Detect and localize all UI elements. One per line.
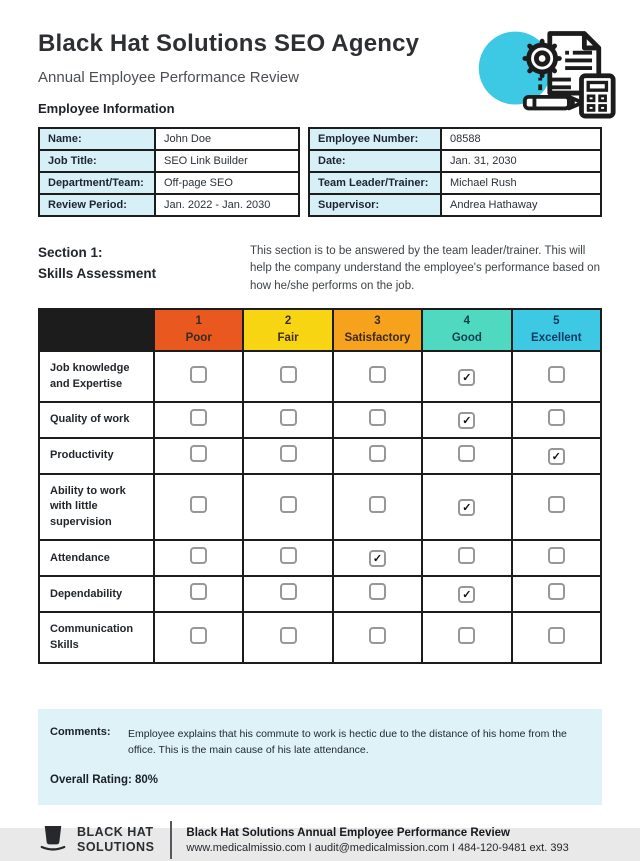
rating-cell xyxy=(422,351,511,402)
field-value: Andrea Hathaway xyxy=(441,194,601,216)
employee-info-table-left xyxy=(38,127,300,217)
rating-checkbox[interactable] xyxy=(190,366,207,383)
rating-cell xyxy=(333,474,422,540)
rating-cell xyxy=(512,474,601,540)
employee-info-row xyxy=(309,128,601,150)
rating-cell xyxy=(333,402,422,438)
field-value: Jan. 31, 2030 xyxy=(441,150,601,172)
rating-cell xyxy=(512,612,601,663)
section1-description: This section is to be answered by the team leader/trainer. This will help the company understand the employee's performance based on how he/she performs on the job. xyxy=(250,245,600,292)
section1 xyxy=(38,243,602,295)
rating-cell xyxy=(422,474,511,540)
rating-cell xyxy=(243,612,332,663)
rating-checkbox[interactable] xyxy=(280,409,297,426)
rating-cell xyxy=(333,612,422,663)
rating-cell xyxy=(512,576,601,612)
employee-info-row xyxy=(39,194,299,216)
field-value: Off-page SEO xyxy=(155,172,299,194)
rating-checkbox[interactable] xyxy=(190,496,207,513)
rating-checkbox[interactable] xyxy=(458,547,475,564)
field-label: Supervisor: xyxy=(309,194,441,216)
rating-cell xyxy=(154,438,243,474)
field-value: 08588 xyxy=(441,128,601,150)
rating-checkbox[interactable] xyxy=(280,496,297,513)
footer-divider xyxy=(170,821,172,859)
employee-info-heading: Employee Information xyxy=(38,101,175,116)
skill-row xyxy=(39,438,601,474)
logo-line2: SOLUTIONS xyxy=(77,840,155,855)
skills-assessment-table xyxy=(38,308,602,664)
rating-cell xyxy=(512,351,601,402)
field-value: John Doe xyxy=(155,128,299,150)
field-label: Job Title: xyxy=(39,150,155,172)
rating-cell xyxy=(333,351,422,402)
field-label: Department/Team: xyxy=(39,172,155,194)
rating-checkbox[interactable]: ✓ xyxy=(548,448,565,465)
page-title: Black Hat Solutions SEO Agency xyxy=(38,30,420,57)
skill-row xyxy=(39,540,601,576)
employee-info-row xyxy=(309,172,601,194)
rating-cell xyxy=(512,438,601,474)
rating-checkbox[interactable] xyxy=(548,366,565,383)
section1-heading xyxy=(38,243,250,295)
skill-label: Job knowledge and Expertise xyxy=(39,351,154,402)
skill-label: Attendance xyxy=(39,540,154,576)
rating-cell xyxy=(243,474,332,540)
footer-contact: www.medicalmissio.com I audit@medicalmission.com I 484-120-9481 ext. 393 xyxy=(186,841,569,854)
rating-checkbox[interactable] xyxy=(190,583,207,600)
rating-cell xyxy=(243,438,332,474)
comments-box xyxy=(38,709,602,805)
skill-row xyxy=(39,402,601,438)
rating-cell xyxy=(154,351,243,402)
rating-checkbox[interactable] xyxy=(369,445,386,462)
top-hat-logo-icon xyxy=(38,820,68,861)
logo-text xyxy=(77,825,154,855)
rating-checkbox[interactable] xyxy=(190,445,207,462)
rating-checkbox[interactable] xyxy=(280,445,297,462)
field-label: Team Leader/Trainer: xyxy=(309,172,441,194)
comments-label: Comments: xyxy=(50,725,111,738)
field-value: Jan. 2022 - Jan. 2030 xyxy=(155,194,299,216)
rating-checkbox[interactable]: ✓ xyxy=(458,499,475,516)
rating-cell xyxy=(154,402,243,438)
rating-header-blank xyxy=(39,309,154,352)
rating-checkbox[interactable] xyxy=(280,547,297,564)
rating-cell xyxy=(422,438,511,474)
skill-row xyxy=(39,474,601,540)
seo-review-document-icon xyxy=(470,22,620,118)
page-subtitle: Annual Employee Performance Review xyxy=(38,69,299,86)
rating-column-header: 4 Good xyxy=(422,309,511,352)
employee-info-table-right xyxy=(308,127,602,217)
section1-heading-line1: Section 1: xyxy=(38,245,103,260)
comments-text: Employee explains that his commute to work is hectic due to the distance of his home from the office. This is the main cause of his late attendance. xyxy=(128,727,567,757)
rating-checkbox[interactable] xyxy=(280,583,297,600)
rating-cell xyxy=(154,612,243,663)
rating-checkbox[interactable] xyxy=(548,547,565,564)
rating-cell xyxy=(154,474,243,540)
rating-column-header: 1 Poor xyxy=(154,309,243,352)
rating-cell xyxy=(243,540,332,576)
rating-checkbox[interactable] xyxy=(369,627,386,644)
rating-cell xyxy=(422,540,511,576)
employee-info-row xyxy=(309,194,601,216)
field-label: Name: xyxy=(39,128,155,150)
rating-checkbox[interactable]: ✓ xyxy=(458,412,475,429)
rating-checkbox[interactable] xyxy=(190,627,207,644)
rating-cell xyxy=(243,402,332,438)
footer-title: Black Hat Solutions Annual Employee Performance Review xyxy=(186,826,511,839)
skill-label: Dependability xyxy=(39,576,154,612)
skill-label: Ability to work with little supervision xyxy=(39,474,154,540)
overall-rating: Overall Rating: 80% xyxy=(50,773,159,786)
rating-checkbox[interactable] xyxy=(280,627,297,644)
field-label: Employee Number: xyxy=(309,128,441,150)
employee-info-row xyxy=(39,150,299,172)
rating-checkbox[interactable] xyxy=(369,583,386,600)
rating-checkbox[interactable] xyxy=(548,627,565,644)
rating-cell xyxy=(243,351,332,402)
rating-checkbox[interactable] xyxy=(369,496,386,513)
rating-column-header: 3 Satisfactory xyxy=(333,309,422,352)
skill-label: Productivity xyxy=(39,438,154,474)
field-value: Michael Rush xyxy=(441,172,601,194)
employee-info-row xyxy=(309,150,601,172)
rating-cell xyxy=(422,576,511,612)
rating-checkbox[interactable] xyxy=(190,409,207,426)
rating-checkbox[interactable] xyxy=(280,366,297,383)
rating-cell xyxy=(154,540,243,576)
rating-checkbox[interactable]: ✓ xyxy=(458,586,475,603)
skill-label: Communication Skills xyxy=(39,612,154,663)
skill-row xyxy=(39,612,601,663)
rating-column-header: 2 Fair xyxy=(243,309,332,352)
rating-cell xyxy=(243,576,332,612)
field-label: Date: xyxy=(309,150,441,172)
rating-checkbox[interactable] xyxy=(369,366,386,383)
rating-checkbox[interactable] xyxy=(458,445,475,462)
rating-cell xyxy=(422,612,511,663)
rating-cell xyxy=(333,540,422,576)
field-label: Review Period: xyxy=(39,194,155,216)
rating-checkbox[interactable] xyxy=(458,627,475,644)
rating-cell xyxy=(512,402,601,438)
skill-row xyxy=(39,576,601,612)
rating-checkbox[interactable] xyxy=(548,583,565,600)
field-value: SEO Link Builder xyxy=(155,150,299,172)
rating-cell xyxy=(154,576,243,612)
logo-line1: BLACK HAT xyxy=(77,825,154,840)
employee-info-row xyxy=(39,128,299,150)
rating-checkbox[interactable] xyxy=(190,547,207,564)
rating-cell xyxy=(333,576,422,612)
rating-column-header: 5 Excellent xyxy=(512,309,601,352)
rating-cell xyxy=(333,438,422,474)
skill-row xyxy=(39,351,601,402)
employee-info-tables xyxy=(38,127,602,217)
rating-checkbox[interactable] xyxy=(548,496,565,513)
section1-heading-line2: Skills Assessment xyxy=(38,265,157,281)
rating-checkbox[interactable] xyxy=(548,409,565,426)
page-footer xyxy=(38,820,602,861)
rating-checkbox[interactable] xyxy=(369,409,386,426)
skill-label: Quality of work xyxy=(39,402,154,438)
employee-info-row xyxy=(39,172,299,194)
rating-cell xyxy=(422,402,511,438)
rating-checkbox[interactable]: ✓ xyxy=(458,369,475,386)
rating-cell xyxy=(512,540,601,576)
rating-checkbox[interactable]: ✓ xyxy=(369,550,386,567)
